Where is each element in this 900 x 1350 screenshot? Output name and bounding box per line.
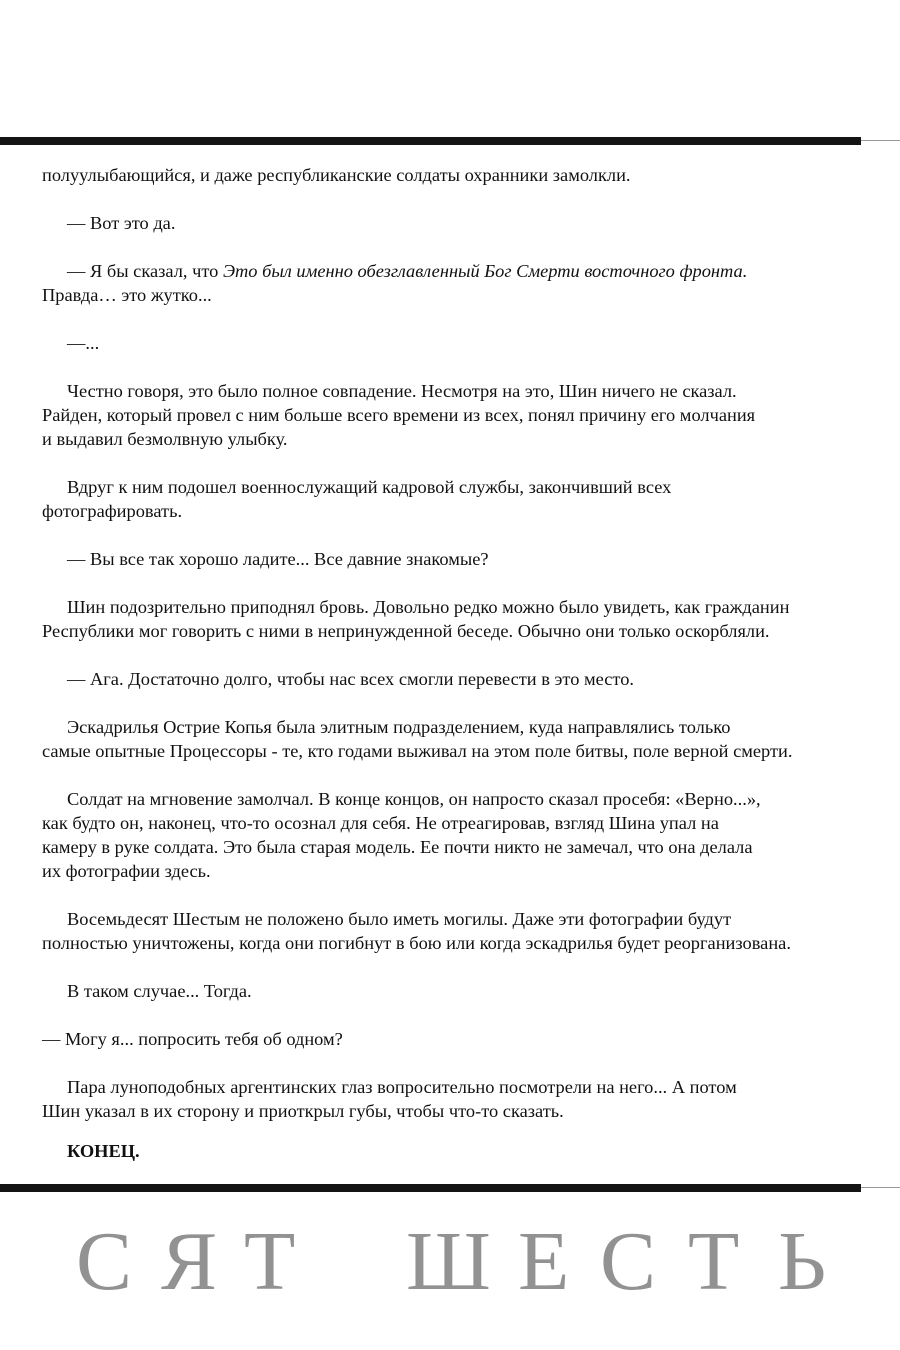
footer-letter: С [76,1215,133,1308]
paragraph-10 [42,715,872,763]
text-line: Вдруг к ним подошел военнослужащий кадровой службы, закончивший всех [67,477,672,497]
footer-letter: С [600,1215,657,1308]
paragraph-14 [42,1027,872,1051]
footer-letter: Я [161,1215,218,1308]
text-line: как будто он, наконец, что-то осознал для себя. Не отреагировав, взгляд Шина упал на [42,813,719,833]
text-line: камеру в руке солдата. Это была старая модель. Ее почти никто не замечал, что она делала [42,837,753,857]
text-line: — Могу я... попросить тебя об одном? [42,1029,343,1049]
paragraph-9 [42,667,872,691]
paragraph-2 [42,211,872,235]
text-line: полностью уничтожены, когда они погибнут в бою или когда эскадрилья будет реорганизована. [42,933,791,953]
footer-letter: Т [244,1215,296,1308]
paragraph-7 [42,547,872,571]
text-line: и выдавил безмолвную улыбку. [42,429,288,449]
text-line: Восемьдесят Шестым не положено было иметь могилы. Даже эти фотографии будут [67,909,732,929]
text-line: — Вы все так хорошо ладите... Все давние знакомые? [67,549,489,569]
text-line: Республики мог говорить с ними в непринужденной беседе. Обычно они только оскорбляли. [42,621,770,641]
text-line: Пара луноподобных аргентинских глаз вопросительно посмотрели на него... А потом [67,1077,737,1097]
text-line: Шин указал в их сторону и приоткрыл губы, чтобы что-то сказать. [42,1101,564,1121]
paragraph-13 [42,979,872,1003]
text-line: Эскадрилья Острие Копья была элитным подразделением, куда направлялись только [67,717,731,737]
footer-letter: Ь [778,1215,827,1308]
paragraph-6 [42,475,872,523]
text-line: Солдат на мгновение замолчал. В конце концов, он напросто сказал просебя: «Верно...», [67,789,761,809]
text-line: — Вот это да. [67,213,176,233]
text-line: самые опытные Процессоры - те, кто годами выживал на этом поле битвы, поле верной смерти. [42,741,793,761]
text-line [42,259,872,283]
paragraph-1 [42,163,872,187]
top-divider [0,137,900,145]
text-line: Правда… это жутко... [42,285,212,305]
text-line: Честно говоря, это было полное совпадение. Несмотря на это, Шин ничего не сказал. [67,381,737,401]
footer-letter: Е [518,1215,570,1308]
italic-thought: Это был именно обезглавленный Бог Смерти восточного фронта. [222,261,748,281]
paragraph-3 [42,259,872,307]
text-line: Шин подозрительно приподнял бровь. Довольно редко можно было увидеть, как гражданин [67,597,790,617]
top-divider-thick [0,137,861,145]
text-fragment: — Я бы сказал, что [67,261,223,281]
page-body [42,163,872,1187]
paragraph-4 [42,331,872,355]
end-marker: КОНЕЦ. [67,1141,140,1161]
footer-letter: Ш [406,1215,491,1308]
bottom-divider-thick [0,1184,861,1192]
text-line: Райден, который провел с ним больше всего времени из всех, понял причину его молчания [42,405,756,425]
text-line: В таком случае... Тогда. [67,981,252,1001]
text-line: —... [67,333,100,353]
paragraph-5 [42,379,872,451]
footer-letter: Т [688,1215,740,1308]
top-divider-thin [861,140,900,141]
footer-title [0,1212,900,1312]
paragraph-15 [42,1075,872,1123]
text-line: полуулыбающийся, и даже республиканские солдаты охранники замолкли. [42,165,631,185]
paragraph-12 [42,907,872,955]
paragraph-11 [42,787,872,883]
bottom-divider-thin [861,1187,900,1188]
paragraph-8 [42,595,872,643]
bottom-divider [0,1184,900,1192]
text-line: фотографировать. [42,501,183,521]
text-line: их фотографии здесь. [42,861,211,881]
text-line: — Ага. Достаточно долго, чтобы нас всех смогли перевести в это место. [67,669,635,689]
